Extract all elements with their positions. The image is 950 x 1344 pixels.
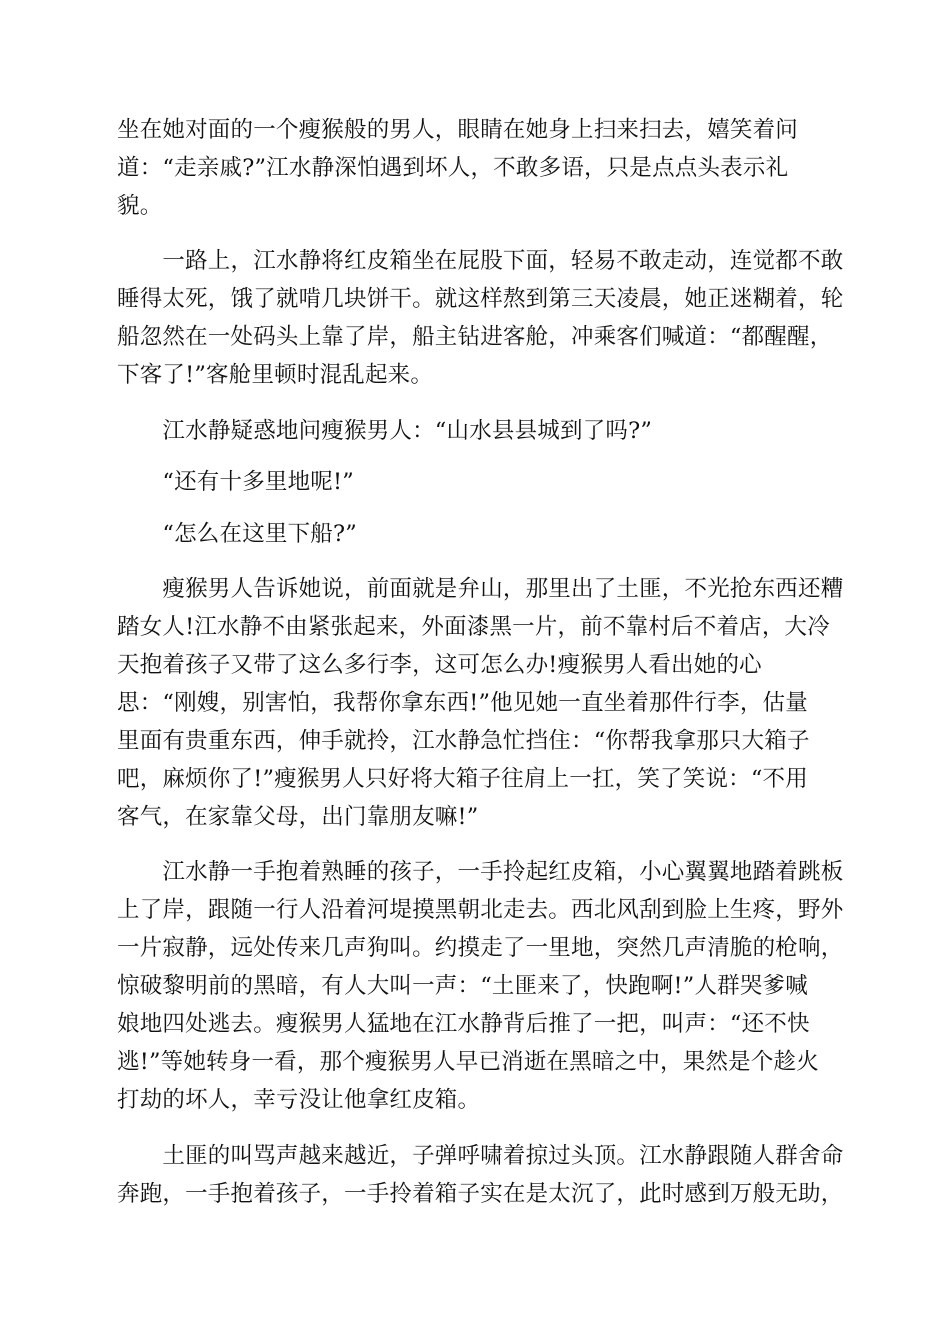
text-line: 睡得太死，饿了就啃几块饼干。就这样熬到第三天凌晨，她正迷糊着，轮: [117, 286, 844, 312]
text-line: 吧，麻烦你了!”瘦猴男人只好将大箱子往肩上一扛，笑了笑说：“不用: [117, 766, 808, 792]
paragraph-7: [117, 853, 844, 1119]
text-line: 江水静疑惑地问瘦猴男人：“山水县县城到了吗?”: [117, 418, 653, 444]
text-line: 思：“刚嫂，别害怕，我帮你拿东西!”他见她一直坐着那件行李，估量: [117, 690, 808, 716]
text-line: 娘地四处逃去。瘦猴男人猛地在江水静背后推了一把，叫声：“还不快: [117, 1011, 810, 1037]
paragraph-8: [117, 1137, 844, 1213]
text-line: 下客了!”客舱里顿时混乱起来。: [117, 362, 434, 388]
text-line: 踏女人!江水静不由紧张起来，外面漆黑一片，前不靠村后不着店，大冷: [117, 614, 830, 640]
text-line: 瘦猴男人告诉她说，前面就是弁山，那里出了土匪，不光抢东西还糟: [117, 576, 844, 602]
text-line: “怎么在这里下船?”: [117, 521, 357, 547]
text-line: 道：“走亲戚?”江水静深怕遇到坏人，不敢多语，只是点点头表示礼: [117, 155, 789, 181]
text-line: “还有十多里地呢!”: [117, 469, 354, 495]
text-line: 一路上，江水静将红皮箱坐在屁股下面，轻易不敢走动，连觉都不敢: [117, 248, 844, 274]
text-line: 奔跑，一手抱着孩子，一手拎着箱子实在是太沉了，此时感到万般无助，: [117, 1181, 844, 1207]
text-line: 里面有贵重东西，伸手就拎，江水静急忙挡住：“你帮我拿那只大箱子: [117, 728, 810, 754]
paragraph-5: [117, 515, 837, 553]
text-line: 一片寂静，远处传来几声狗叫。约摸走了一里地，突然几声清脆的枪响，: [117, 935, 844, 961]
text-line: 江水静一手抱着熟睡的孩子，一手拎起红皮箱，小心翼翼地踏着跳板: [117, 859, 844, 885]
text-line: 客气，在家靠父母，出门靠朋友嘛!”: [117, 804, 479, 830]
text-line: 逃!”等她转身一看，那个瘦猴男人早已消逝在黑暗之中，果然是个趁火: [117, 1049, 819, 1075]
paragraph-4: [117, 463, 837, 501]
paragraph-1: [117, 111, 837, 225]
paragraph-3: [117, 412, 837, 450]
text-line: 打劫的坏人，幸亏没让他拿红皮箱。: [117, 1087, 481, 1113]
text-line: 船忽然在一处码头上靠了岸，船主钻进客舱，冲乘客们喊道：“都醒醒，: [117, 324, 833, 350]
text-line: 上了岸，跟随一行人沿着河堤摸黑朝北走去。西北风刮到脸上生疼，野外: [117, 897, 844, 923]
paragraph-6: [117, 570, 844, 836]
text-line: 土匪的叫骂声越来越近，子弹呼啸着掠过头顶。江水静跟随人群舍命: [117, 1143, 844, 1169]
text-line: 坐在她对面的一个瘦猴般的男人，眼睛在她身上扫来扫去，嬉笑着问: [117, 117, 799, 143]
paragraph-2: [117, 242, 844, 394]
text-line: 天抱着孩子又带了这么多行李，这可怎么办!瘦猴男人看出她的心: [117, 652, 762, 678]
text-line: 貌。: [117, 193, 163, 219]
text-line: 惊破黎明前的黑暗，有人大叫一声：“土匪来了，快跑啊!”人群哭爹喊: [117, 973, 808, 999]
